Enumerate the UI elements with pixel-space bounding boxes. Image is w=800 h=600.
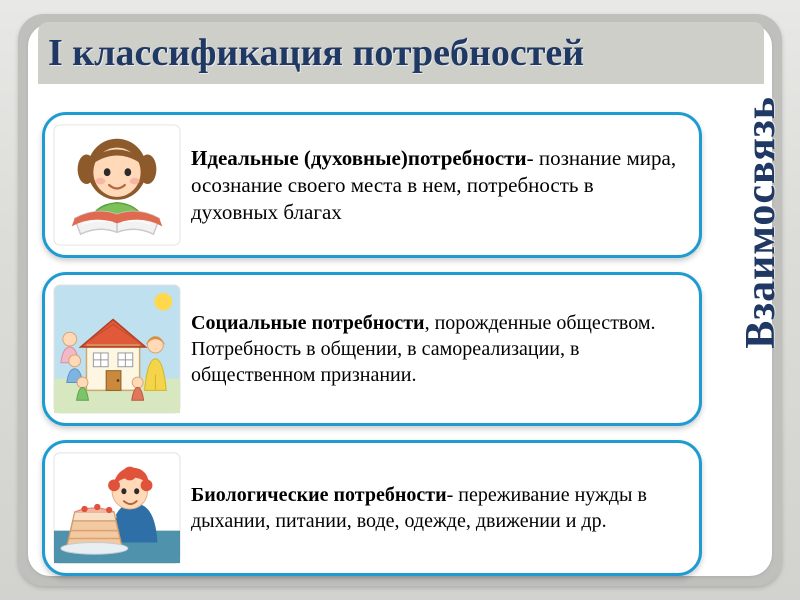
list-item-rest: , порожденные обществом. Потребность в общении, в самореализации, в общественном признании. bbox=[191, 312, 656, 386]
page-title: I классификация потребностей bbox=[48, 32, 585, 74]
list-item-rest: - познание мира, осознание своего места в нем, потребность в духовных благах bbox=[191, 145, 677, 224]
list-item[interactable] bbox=[42, 440, 702, 576]
people-near-house-illustration bbox=[45, 275, 185, 423]
list-item-lead: Идеальные (духовные)потребности bbox=[191, 145, 527, 170]
list-item-lead: Социальные потребности bbox=[191, 312, 425, 334]
list-item-text bbox=[185, 443, 699, 573]
vertical-side-label bbox=[732, 96, 790, 566]
girl-reading-book-illustration bbox=[45, 115, 185, 255]
list-item[interactable] bbox=[42, 272, 702, 426]
needs-list bbox=[42, 112, 702, 590]
list-item-rest: - переживание нужды в дыхании, питании, воде, одежде, движении и др. bbox=[191, 484, 647, 532]
vertical-side-label-text: Взаимосвязь bbox=[738, 96, 784, 349]
person-eating-cake-illustration bbox=[45, 443, 185, 573]
list-item-text bbox=[185, 275, 699, 423]
list-item-text bbox=[185, 115, 699, 255]
list-item-lead: Биологические потребности bbox=[191, 484, 447, 506]
list-item[interactable] bbox=[42, 112, 702, 258]
